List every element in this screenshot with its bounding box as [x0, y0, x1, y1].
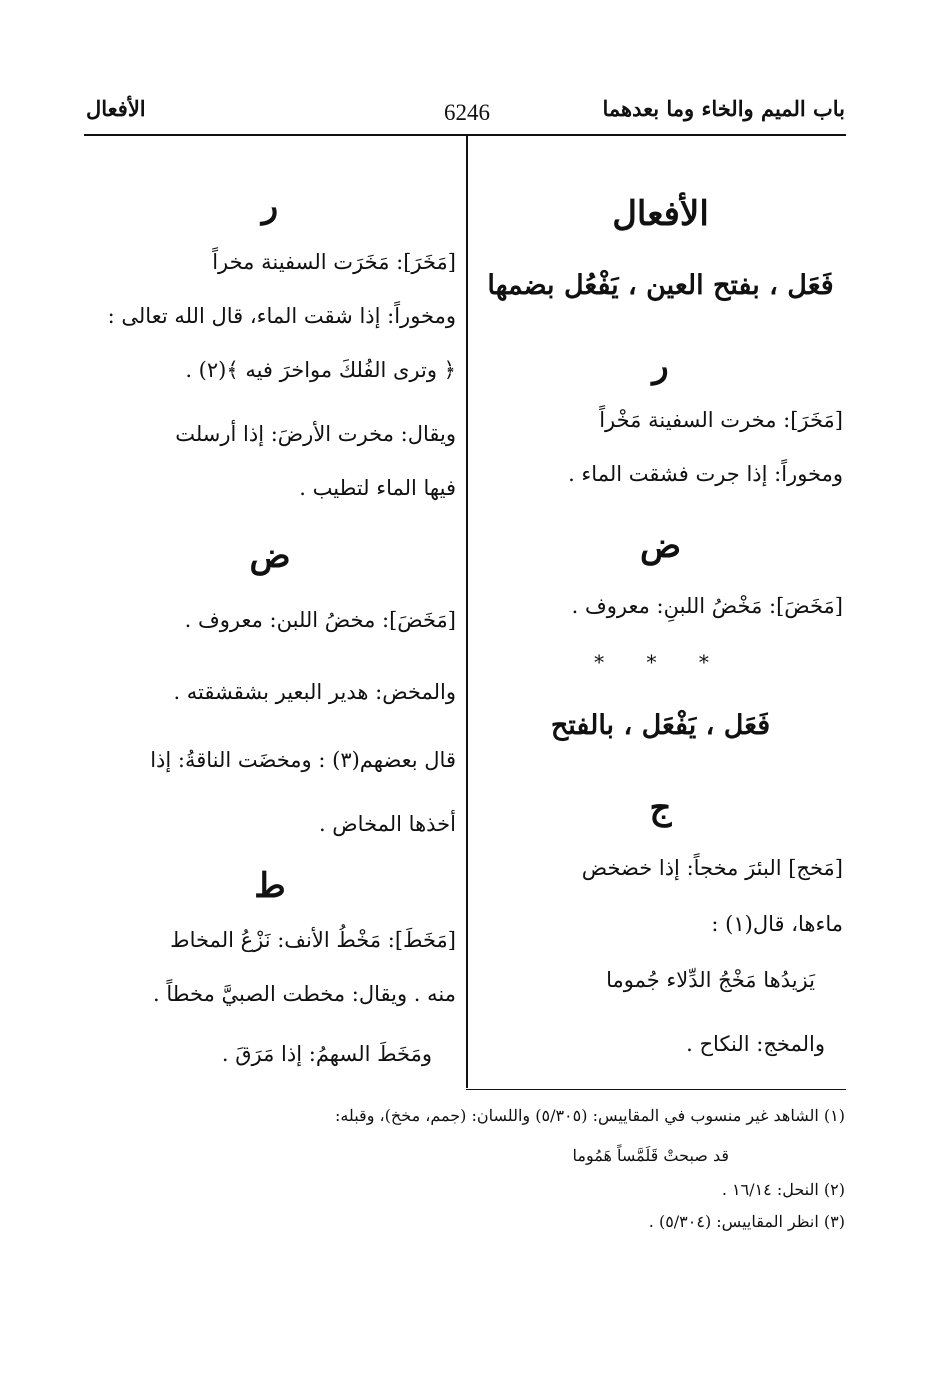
footnote-1: (١) الشاهد غير منسوب في المقاييس: (٥/٣٠٥) واللسان: (جمم، مخخ)، وقبله:	[334, 1106, 845, 1125]
footnote-2: (٢) النحل: ١٦/١٤ .	[721, 1180, 845, 1199]
letter-heading-r: ر	[652, 346, 669, 386]
entry-makhara-line1: [مَخَرَ]: مخرت السفينة مَخْراً	[599, 408, 843, 432]
left-r-line2: ومخوراً: إذا شقت الماء، قال الله تعالى :	[107, 304, 456, 328]
left-r-line4: ويقال: مخرت الأرضَ: إذا أرسلت	[175, 422, 456, 446]
left-d-line4: أخذها المخاض .	[318, 812, 456, 836]
left-r-line5: فيها الماء لتطيب .	[299, 476, 456, 500]
entry-makhaja-line1: [مَخج] البئرَ مخجاً: إذا خضخض	[581, 856, 843, 880]
entry-makhaja-line2: ماءها، قال(١) :	[711, 912, 843, 936]
left-t-line3: ومَخَطَ السهمُ: إذا مَرَقَ .	[221, 1042, 432, 1066]
letter-heading-d: ض	[639, 526, 682, 566]
column-divider	[466, 136, 468, 1088]
section-subtitle-2: فَعَل ، يَفْعَل ، بالفتح	[550, 710, 771, 741]
running-header-section: الأفعال	[86, 96, 146, 121]
left-d-line2: والمخض: هدير البعير بشقشقته .	[173, 680, 456, 704]
entry-makhaja-line3: والمخج: النكاح .	[686, 1032, 825, 1056]
letter-heading-r-left: ر	[261, 186, 279, 226]
left-r-line1: [مَخَرَ]: مَخَرَت السفينة مخراً	[212, 250, 456, 274]
section-separator-stars: * * *	[594, 650, 727, 674]
entry-makhada: [مَخَضَ]: مَخْضُ اللبنِ: معروف .	[571, 594, 843, 618]
left-t-line2: منه . ويقال: مخطت الصبيَّ مخطاً .	[153, 982, 456, 1006]
left-d-line3: قال بعضهم(٣) : ومخضَت الناقةُ: إذا	[150, 748, 456, 772]
header-rule	[84, 134, 846, 136]
page-number: 6246	[444, 100, 490, 125]
left-r-line3: ﴿ وترى الفُلكَ مواخرَ فيه ﴾(٢) .	[185, 358, 456, 382]
letter-heading-t-left: ط	[254, 866, 286, 906]
letter-heading-d-left: ض	[249, 536, 291, 576]
letter-heading-j: ج	[649, 788, 672, 828]
section-title: الأفعال	[612, 194, 709, 234]
verse-line: يَزيدُها مَخْجُ الدِّلاء جُموما	[606, 968, 815, 992]
footnote-1-verse: قد صبحتْ قَلَمَّساً هَمُوما	[572, 1146, 729, 1165]
footnote-3: (٣) انظر المقاييس: (٥/٣٠٤) .	[648, 1212, 845, 1231]
left-d-line1: [مَخَضَ]: مخضُ اللبن: معروف .	[184, 608, 456, 632]
entry-makhara-line2: ومخوراً: إذا جرت فشقت الماء .	[568, 462, 843, 486]
left-t-line1: [مَخَطَ]: مَخْطُ الأنف: نَزْعُ المخاط	[170, 928, 456, 952]
running-header-chapter: باب الميم والخاء وما بعدهما	[602, 96, 845, 121]
section-subtitle: فَعَل ، بفتح العين ، يَفْعُل بضمها	[487, 270, 834, 301]
footnote-rule	[466, 1089, 846, 1090]
